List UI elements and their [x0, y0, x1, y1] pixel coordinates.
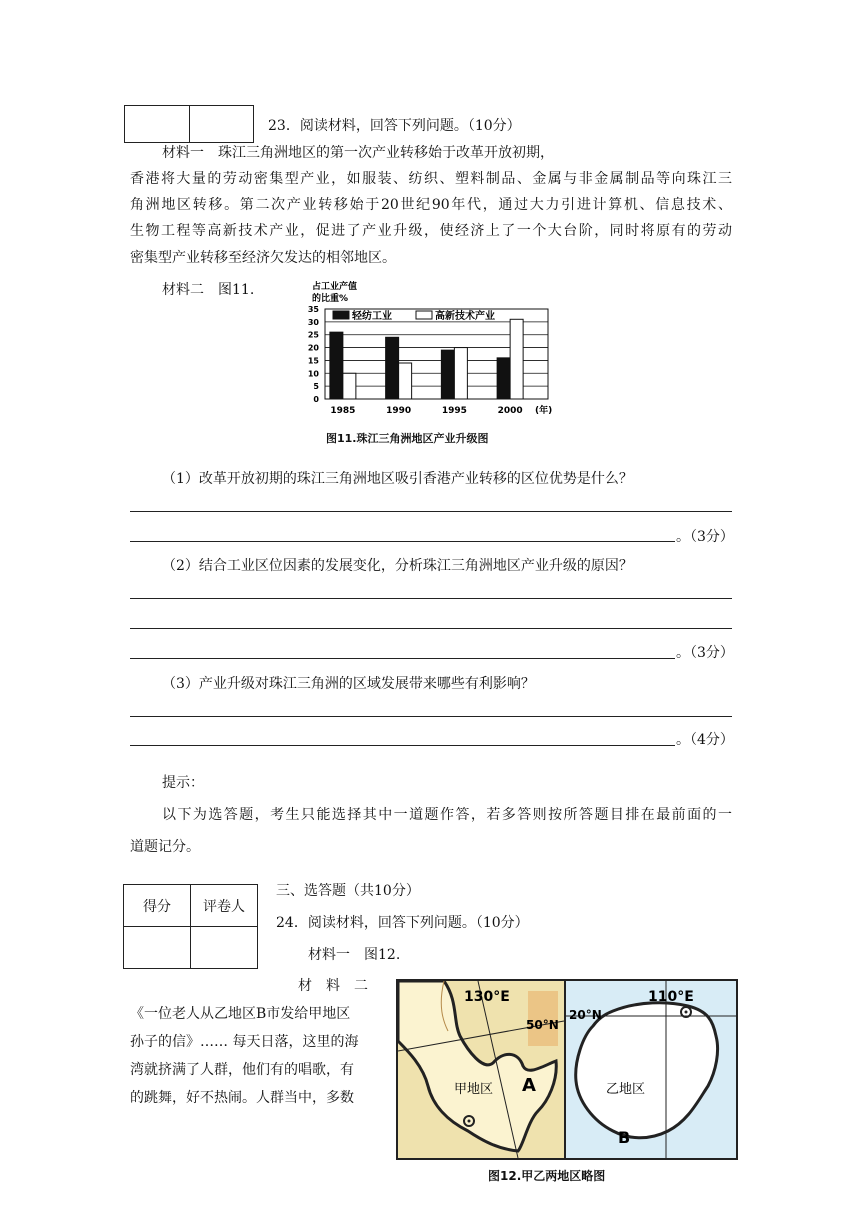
- chart-bar-2000-0: [497, 358, 510, 399]
- answer-line[interactable]: [130, 745, 675, 746]
- chart-caption: 图11.珠江三角洲地区产业升级图: [326, 432, 489, 445]
- chart-ylabel-line2: 的比重%: [312, 294, 349, 304]
- grader-cell[interactable]: [191, 927, 258, 969]
- score-table: [123, 884, 258, 969]
- chart-ylabel-line1: 占工业产值: [312, 282, 358, 292]
- answer-line[interactable]: [130, 511, 732, 512]
- q23-question-2: （2）结合工业区位因素的发展变化，分析珠江三角洲地区产业升级的原因？: [162, 558, 633, 574]
- q23-title: 23．阅读材料，回答下列问题。（10分）: [268, 118, 521, 134]
- q24-material2-line2: 孙子的信》…… 每天日落，这里的海: [130, 1034, 359, 1050]
- score-box-small: [124, 105, 254, 143]
- q24-title: 24．阅读材料，回答下列问题。（10分）: [276, 915, 529, 931]
- hint-line1: 以下为选答题，考生只能选择其中一道题作答，若多答则按所答题目排在最前面的一: [162, 807, 732, 823]
- chart-bar-1990-0: [386, 337, 399, 399]
- chart-xtick-label: 1990: [386, 406, 412, 416]
- chart-ytick-label: 5: [313, 382, 319, 392]
- q23-question-1-score: 。（3分）: [676, 529, 734, 545]
- q23-material1-line3: 角洲地区转移。第二次产业转移始于20世纪90年代，通过大力引进计算机、信息技术、: [130, 197, 732, 213]
- chart-xtick-label: 1995: [441, 406, 467, 416]
- chart-ytick-label: 15: [307, 356, 319, 366]
- answer-line[interactable]: [130, 541, 675, 542]
- map-left-latitude: 50°N: [526, 1018, 559, 1032]
- chart-xtick-label: 2000: [497, 406, 523, 416]
- q23-material1-line5: 密集型产业转移至经济欠发达的相邻地区。: [130, 250, 396, 266]
- answer-line[interactable]: [130, 628, 732, 629]
- map-left-region: 甲地区: [454, 1082, 494, 1097]
- q23-question-2-score: 。（3分）: [676, 645, 734, 661]
- map-caption: 图12.甲乙两地区略图: [488, 1169, 606, 1183]
- chart-ytick-label: 30: [307, 317, 319, 327]
- chart-ytick-label: 0: [313, 395, 319, 404]
- chart-ytick-label: 20: [307, 343, 319, 353]
- chart-ytick-label: 35: [307, 305, 319, 314]
- section3-title: 三、选答题（共10分）: [276, 883, 420, 899]
- q24-material1: 材料一 图12.: [308, 947, 401, 963]
- chart-bar-1985-0: [330, 332, 343, 399]
- answer-line[interactable]: [130, 658, 675, 659]
- map-figure: [396, 979, 738, 1160]
- legend-swatch-hightech: [416, 311, 432, 319]
- chart-bar-1995-1: [454, 348, 467, 399]
- score-cell[interactable]: [124, 927, 191, 969]
- q23-material2-label: 材料二 图11.: [162, 282, 255, 298]
- hint-label: 提示：: [162, 775, 204, 791]
- q24-material2-line4: 的跳舞，好不热闹。人群当中，多数: [130, 1090, 354, 1106]
- map-right-longitude: 110°E: [648, 989, 694, 1005]
- q24-material2-line3: 湾就挤满了人群，他们有的唱歌，有: [130, 1062, 354, 1078]
- q23-material1-line1: 材料一 珠江三角洲地区的第一次产业转移始于改革开放初期，: [162, 145, 554, 161]
- q23-question-3: （3）产业升级对珠江三角洲的区域发展带来哪些有利影响？: [162, 676, 535, 692]
- industry-upgrade-chart: [290, 280, 560, 448]
- chart-bar-1990-1: [399, 363, 412, 399]
- q23-material1-line4: 生物工程等高新技术产业，促进了产业升级，使经济上了一个大台阶，同时将原有的劳动: [130, 223, 732, 239]
- chart-bar-1995-0: [441, 350, 454, 399]
- q23-question-1: （1）改革开放初期的珠江三角洲地区吸引香港产业转移的区位优势是什么？: [162, 471, 633, 487]
- chart-bar-2000-1: [510, 319, 523, 399]
- map-left-longitude: 130°E: [464, 989, 510, 1005]
- chart-bar-1985-1: [343, 373, 356, 399]
- legend-hightech: 高新技术产业: [435, 311, 495, 322]
- legend-swatch-light-industry: [333, 311, 349, 319]
- q24-material2-line1: 《一位老人从乙地区B市发给甲地区: [130, 1006, 351, 1022]
- map-right-region: 乙地区: [606, 1082, 646, 1097]
- q23-material1-line2: 香港将大量的劳动密集型产业，如服装、纺织、塑料制品、金属与非金属制品等向珠江三: [130, 171, 732, 187]
- chart-xlabel: (年): [535, 406, 553, 416]
- grader-label: 评卷人: [191, 885, 258, 927]
- legend-light-industry: 轻纺工业: [352, 311, 392, 322]
- answer-line[interactable]: [130, 598, 732, 599]
- map-left-marker: A: [522, 1075, 536, 1096]
- map-right-latitude: 20°N: [569, 1008, 602, 1022]
- hint-line2: 道题记分。: [130, 839, 200, 855]
- map-right-marker: B: [618, 1128, 631, 1147]
- answer-line[interactable]: [130, 716, 732, 717]
- chart-ytick-label: 25: [307, 330, 319, 340]
- score-label: 得分: [124, 885, 191, 927]
- q24-material2-label: 材 料 二: [298, 978, 368, 994]
- q23-question-3-score: 。（4分）: [676, 732, 734, 748]
- map-illustration: [398, 981, 736, 1158]
- chart-xtick-label: 1985: [330, 406, 356, 416]
- chart-ytick-label: 10: [307, 369, 319, 379]
